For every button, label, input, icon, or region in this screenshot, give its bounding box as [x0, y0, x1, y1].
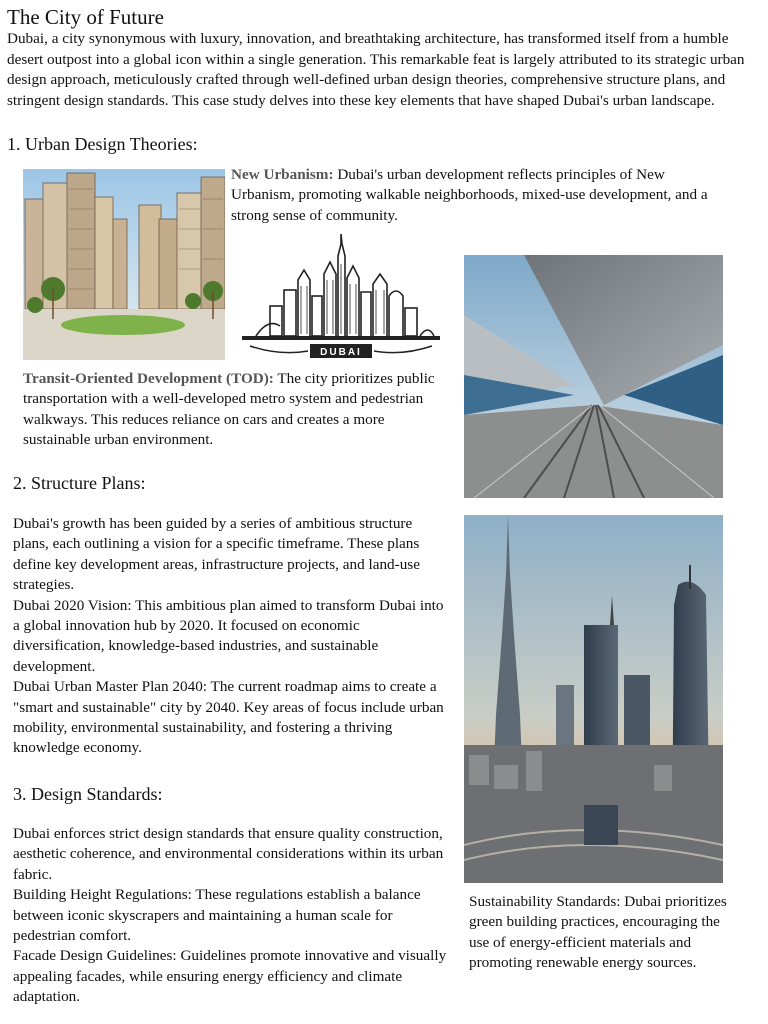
city-sketch-image — [23, 169, 225, 360]
tod-label: Transit-Oriented Development (TOD): — [23, 370, 274, 387]
dubai-2020-vision-paragraph: Dubai 2020 Vision: This ambitious plan aimed to transform Dubai into a global innovation hub by 2020. It focused on economic diversification, knowledge-based industries, and sustainable development. — [13, 596, 444, 675]
logo-text: DUBAI — [320, 347, 362, 358]
tod-text: The city prioritizes public transportation with a well-developed metro system and pedestrian walkways. This reduces reliance on cars and creates a more sustainable urban environment. — [23, 370, 435, 449]
metro-station-image — [464, 255, 723, 498]
dubai-skyline-photo — [464, 515, 723, 883]
new-urbanism-label: New Urbanism: — [231, 166, 334, 183]
new-urbanism-text: Dubai's urban development reflects principles of New Urbanism, promoting walkable neighborhoods, mixed-use development, and a strong sense of community. — [231, 166, 708, 224]
design-standards-body — [13, 824, 448, 1008]
dubai-skyline-logo — [240, 234, 442, 362]
section-heading-structure-plans: 2. Structure Plans: — [13, 473, 146, 493]
facade-guidelines-paragraph: Facade Design Guidelines: Guidelines promote innovative and visually appealing facades, while ensuring energy efficiency and climate adaptation. — [13, 947, 447, 1006]
structure-plans-paragraph: Dubai's growth has been guided by a series of ambitious structure plans, each outlining a vision for a specific timeframe. These plans define key development areas, infrastructure projects, and land-use strategies. — [13, 515, 420, 594]
section-heading-design-standards: 3. Design Standards: — [13, 784, 163, 804]
new-urbanism-paragraph — [231, 165, 731, 226]
page-title: The City of Future — [7, 5, 164, 29]
building-height-paragraph: Building Height Regulations: These regulations establish a balance between iconic skyscrapers and maintaining a human scale for pedestrian comfort. — [13, 886, 421, 945]
structure-plans-body — [13, 514, 448, 759]
master-plan-2040-paragraph: Dubai Urban Master Plan 2040: The current roadmap aims to create a "smart and sustainable" city by 2040. Key areas of focus include urban mobility, environmental sustainability, and fostering a thriving knowledge economy. — [13, 678, 444, 757]
sustainability-paragraph: Sustainability Standards: Dubai prioritizes green building practices, encouraging the use of energy-efficient materials and promoting renewable energy sources. — [469, 893, 727, 972]
intro-paragraph: Dubai, a city synonymous with luxury, innovation, and breathtaking architecture, has transformed itself from a humble desert outpost into a global icon within a single generation. This remarkable feat is largely attributed to its strategic urban design approach, meticulously crafted through well-defined urban design theories, comprehensive structure plans, and stringent design standards. This case study delves into these key elements that have shaped Dubai's urban landscape. — [7, 30, 745, 109]
tod-paragraph — [23, 369, 453, 451]
section-heading-urban-design: 1. Urban Design Theories: — [7, 134, 198, 154]
design-standards-paragraph: Dubai enforces strict design standards that ensure quality construction, aesthetic coherence, and environmental considerations within its urban fabric. — [13, 825, 444, 883]
